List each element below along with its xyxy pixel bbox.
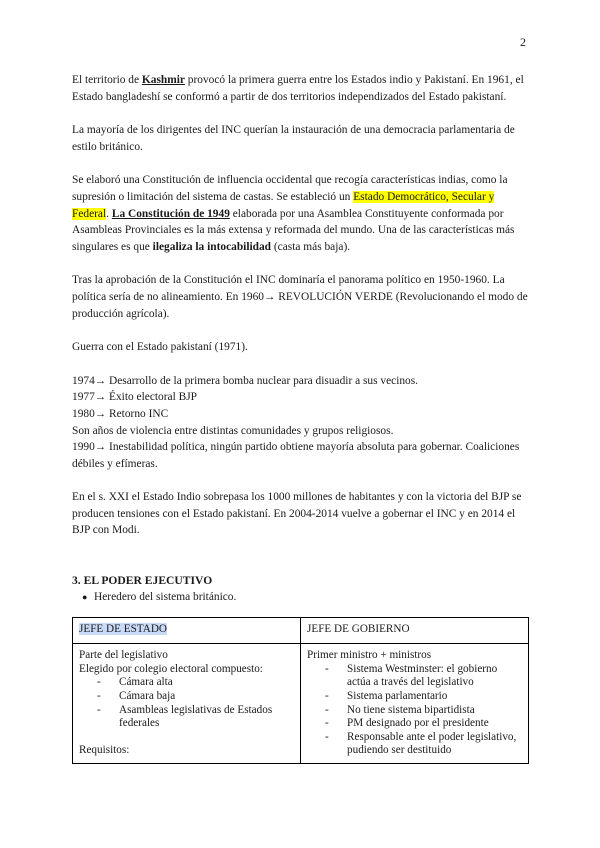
list-item-text: Sistema parlamentario — [347, 690, 448, 703]
list-item-text: Sistema Westminster: el gobierno actúa a través del legislativo — [347, 662, 498, 689]
list-item-text: Cámara alta — [119, 676, 173, 689]
dash-icon: - — [97, 676, 101, 689]
list-item — [97, 676, 294, 690]
paragraph-xxi-century: En el s. XXI el Estado Indio sobrepasa los 1000 millones de habitantes y con la victoria del BJP se producen tensiones con el Estado pakistaní. En 2004-2014 vuelve a gobernar el INC y en 2014 el BJP con Modi. — [72, 491, 522, 537]
dash-icon: - — [97, 703, 101, 716]
header-jefe-estado — [73, 617, 301, 644]
list-item-text: PM designado por el presidente — [347, 717, 489, 730]
bullet-item — [82, 589, 529, 606]
list-item — [97, 704, 294, 731]
bullet-list — [72, 589, 529, 606]
dash-icon: - — [325, 662, 329, 675]
list-item — [325, 690, 522, 704]
list-item — [325, 663, 522, 690]
paragraph-kashmir — [72, 72, 529, 105]
dash-icon: - — [97, 690, 101, 703]
list-item — [325, 704, 522, 718]
text-run: . — [106, 207, 112, 220]
kashmir-term: Kashmir — [141, 74, 185, 86]
paragraph-constitution — [72, 172, 529, 255]
dash-icon: - — [325, 717, 329, 730]
timeline-item: 1974→ Desarrollo de la primera bomba nuclear para disuadir a sus vecinos. — [72, 374, 419, 387]
cell-jefe-estado — [73, 644, 301, 764]
text-run: provocó la primera guerra entre los Estados indio y Pakistaní. En 1961, el Estado bangladeshí se conformó a partir de dos territorios independizados del Estado pakistaní. — [72, 74, 524, 103]
dash-icon: - — [325, 703, 329, 716]
dash-icon: - — [325, 690, 329, 703]
section-heading: 3. EL PODER EJECUTIVO — [72, 574, 213, 588]
list-item-text: Asambleas legislativas de Estados federales — [119, 703, 273, 730]
cell-line: Parte del legislativo — [79, 649, 168, 662]
executive-table — [72, 617, 529, 764]
timeline-item: 1977→ Éxito electoral BJP — [72, 391, 197, 404]
header-jefe-gobierno: JEFE DE GOBIERNO — [301, 617, 529, 644]
text-run: El territorio de — [72, 74, 142, 86]
dash-list — [79, 676, 294, 730]
paragraph-inc: La mayoría de los dirigentes del INC querían la instauración de una democracia parlamentaria de estilo británico. — [72, 124, 515, 153]
paragraph-green-revolution: Tras la aprobación de la Constitución el INC dominaría el panorama político en 1950-1960. La política sería de no alineamiento. En 1960→ REVOLUCIÓN VERDE (Revolucionando el modo de producción agrícola). — [72, 274, 528, 320]
table-header-row — [73, 617, 529, 644]
requirements-label: Requisitos: — [79, 743, 130, 756]
bullet-icon: ● — [82, 592, 88, 603]
timeline — [72, 373, 529, 473]
dash-list — [307, 663, 522, 758]
intocabilidad-term: ilegaliza la intocabilidad — [152, 240, 272, 253]
paragraph-war-1971: Guerra con el Estado pakistaní (1971). — [72, 341, 248, 354]
list-item-text: No tiene sistema bipartidista — [347, 703, 475, 716]
header-label: JEFE DE ESTADO — [79, 622, 167, 635]
list-item-text: Responsable ante el poder legislativo, pudiendo ser destituido — [347, 730, 517, 757]
timeline-item: 1990→ Inestabilidad política, ningún partido obtiene mayoría absoluta para gobernar. Coaliciones débiles y efímeras. — [72, 441, 520, 470]
timeline-item: 1980→ Retorno INC — [72, 407, 169, 420]
table-row — [73, 644, 529, 764]
bullet-text: Heredero del sistema británico. — [94, 591, 237, 604]
text-run: elaborada por una Asamblea Constituyente conformada por Asambleas Provinciales es la más extensa y reformada del mundo. Una de las características más singulares es que — [72, 207, 515, 253]
text-run: (casta más baja). — [271, 240, 351, 253]
list-item-text: Cámara baja — [119, 690, 176, 703]
cell-jefe-gobierno — [301, 644, 529, 764]
timeline-item: Son años de violencia entre distintas comunidades y grupos religiosos. — [72, 424, 394, 437]
document-body — [72, 72, 529, 764]
list-item — [325, 717, 522, 731]
highlighted-state-type: Estado Democrático, Secular y Federal — [72, 190, 495, 220]
page-number: 2 — [520, 35, 526, 49]
constitution-1949-term: La Constitución de 1949 — [111, 207, 230, 220]
dash-icon: - — [325, 730, 329, 743]
cell-line: Primer ministro + ministros — [307, 649, 432, 662]
cell-line: Elegido por colegio electoral compuesto: — [79, 662, 263, 675]
text-run: Se elaboró una Constitución de influencia occidental que recogía características indias, como la supresión o limitación del sistema de castas. Se estableció un — [72, 174, 508, 203]
spacer — [79, 731, 294, 744]
list-item — [325, 731, 522, 758]
list-item — [97, 690, 294, 704]
